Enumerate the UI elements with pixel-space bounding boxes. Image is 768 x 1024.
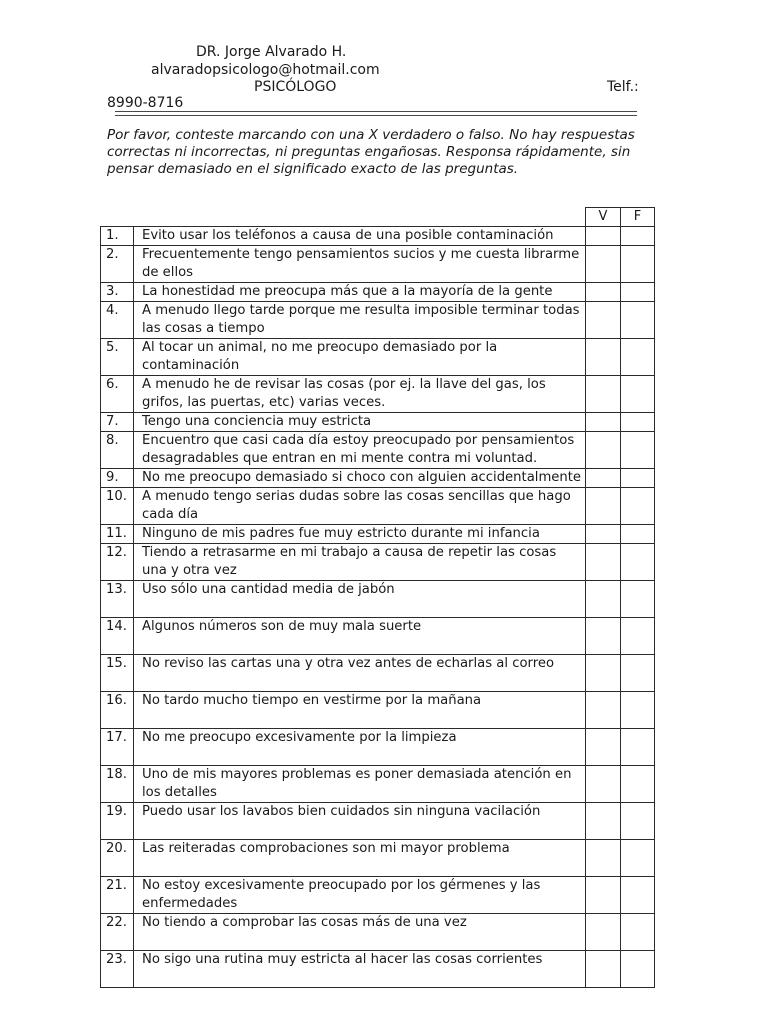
true-answer-cell[interactable] [586, 544, 621, 581]
table-header-row [101, 208, 655, 227]
item-text: Uno de mis mayores problemas es poner demasiada atención en los detalles [134, 766, 586, 803]
true-answer-cell[interactable] [586, 692, 621, 729]
table-row [101, 488, 655, 525]
item-number: 20. [101, 840, 134, 877]
true-answer-cell[interactable] [586, 339, 621, 376]
true-answer-cell[interactable] [586, 432, 621, 469]
table-row [101, 544, 655, 581]
item-text: No tiendo a comprobar las cosas más de una vez [134, 914, 586, 951]
item-number: 22. [101, 914, 134, 951]
table-row [101, 283, 655, 302]
true-answer-cell[interactable] [586, 525, 621, 544]
survey-table [100, 207, 655, 988]
item-number: 16. [101, 692, 134, 729]
table-row [101, 432, 655, 469]
table-row [101, 877, 655, 914]
item-number: 21. [101, 877, 134, 914]
item-number: 7. [101, 413, 134, 432]
doctor-email: alvaradopsicologo@hotmail.com [151, 62, 380, 78]
item-text: A menudo he de revisar las cosas (por ej. la llave del gas, los grifos, las puertas, etc) varias veces. [134, 376, 586, 413]
item-text: Puedo usar los lavabos bien cuidados sin ninguna vacilación [134, 803, 586, 840]
false-answer-cell[interactable] [621, 544, 655, 581]
false-answer-cell[interactable] [621, 283, 655, 302]
true-answer-cell[interactable] [586, 246, 621, 283]
item-text: No reviso las cartas una y otra vez antes de echarlas al correo [134, 655, 586, 692]
table-row [101, 766, 655, 803]
table-row [101, 469, 655, 488]
false-answer-cell[interactable] [621, 692, 655, 729]
table-row [101, 840, 655, 877]
table-row [101, 581, 655, 618]
table-row [101, 951, 655, 988]
item-number: 6. [101, 376, 134, 413]
true-answer-cell[interactable] [586, 469, 621, 488]
false-answer-cell[interactable] [621, 339, 655, 376]
item-number: 15. [101, 655, 134, 692]
item-number: 2. [101, 246, 134, 283]
true-answer-cell[interactable] [586, 914, 621, 951]
false-answer-cell[interactable] [621, 914, 655, 951]
true-answer-cell[interactable] [586, 488, 621, 525]
false-answer-cell[interactable] [621, 581, 655, 618]
table-row [101, 376, 655, 413]
table-row [101, 914, 655, 951]
true-answer-cell[interactable] [586, 877, 621, 914]
header-rule-bottom [115, 115, 637, 116]
false-column-header: F [621, 208, 655, 227]
true-answer-cell[interactable] [586, 283, 621, 302]
table-row [101, 246, 655, 283]
true-answer-cell[interactable] [586, 618, 621, 655]
item-text: No me preocupo demasiado si choco con alguien accidentalmente [134, 469, 586, 488]
item-text: Uso sólo una cantidad media de jabón [134, 581, 586, 618]
item-text: Tengo una conciencia muy estricta [134, 413, 586, 432]
item-number: 8. [101, 432, 134, 469]
table-row [101, 803, 655, 840]
item-text: Tiendo a retrasarme en mi trabajo a causa de repetir las cosas una y otra vez [134, 544, 586, 581]
true-answer-cell[interactable] [586, 581, 621, 618]
instructions-text: Por favor, conteste marcando con una X verdadero o falso. No hay respuestas correctas ni incorrectas, ni preguntas engañosas. Responsa rápidamente, sin pensar demasiado en el significado exacto de las preguntas. [107, 127, 635, 177]
item-text: No sigo una rutina muy estricta al hacer las cosas corrientes [134, 951, 586, 988]
doctor-profession: PSICÓLOGO [254, 79, 337, 95]
table-row [101, 302, 655, 339]
false-answer-cell[interactable] [621, 246, 655, 283]
false-answer-cell[interactable] [621, 376, 655, 413]
false-answer-cell[interactable] [621, 302, 655, 339]
true-answer-cell[interactable] [586, 655, 621, 692]
true-column-header: V [586, 208, 621, 227]
true-answer-cell[interactable] [586, 413, 621, 432]
table-row [101, 413, 655, 432]
true-answer-cell[interactable] [586, 803, 621, 840]
false-answer-cell[interactable] [621, 618, 655, 655]
item-number: 1. [101, 227, 134, 246]
true-answer-cell[interactable] [586, 227, 621, 246]
item-number: 18. [101, 766, 134, 803]
item-text: Encuentro que casi cada día estoy preocupado por pensamientos desagradables que entran en mi mente contra mi voluntad. [134, 432, 586, 469]
false-answer-cell[interactable] [621, 803, 655, 840]
item-number: 10. [101, 488, 134, 525]
item-text: No tardo mucho tiempo en vestirme por la mañana [134, 692, 586, 729]
false-answer-cell[interactable] [621, 951, 655, 988]
false-answer-cell[interactable] [621, 729, 655, 766]
false-answer-cell[interactable] [621, 766, 655, 803]
table-row [101, 339, 655, 376]
false-answer-cell[interactable] [621, 877, 655, 914]
table-row [101, 525, 655, 544]
table-row [101, 729, 655, 766]
item-text: Al tocar un animal, no me preocupo demasiado por la contaminación [134, 339, 586, 376]
item-text: Las reiteradas comprobaciones son mi mayor problema [134, 840, 586, 877]
false-answer-cell[interactable] [621, 840, 655, 877]
true-answer-cell[interactable] [586, 766, 621, 803]
table-row [101, 655, 655, 692]
item-text: Evito usar los teléfonos a causa de una posible contaminación [134, 227, 586, 246]
item-text: No me preocupo excesivamente por la limpieza [134, 729, 586, 766]
item-text: Ninguno de mis padres fue muy estricto durante mi infancia [134, 525, 586, 544]
telf-label: Telf.: [607, 79, 639, 95]
item-number: 11. [101, 525, 134, 544]
item-text: No estoy excesivamente preocupado por los gérmenes y las enfermedades [134, 877, 586, 914]
item-number: 19. [101, 803, 134, 840]
item-text: Frecuentemente tengo pensamientos sucios y me cuesta librarme de ellos [134, 246, 586, 283]
false-answer-cell[interactable] [621, 488, 655, 525]
true-answer-cell[interactable] [586, 951, 621, 988]
item-text: Algunos números son de muy mala suerte [134, 618, 586, 655]
item-number: 13. [101, 581, 134, 618]
item-text: A menudo tengo serias dudas sobre las cosas sencillas que hago cada día [134, 488, 586, 525]
item-number: 14. [101, 618, 134, 655]
false-answer-cell[interactable] [621, 525, 655, 544]
item-number: 17. [101, 729, 134, 766]
header-rule-top [115, 111, 637, 112]
false-answer-cell[interactable] [621, 469, 655, 488]
phone-number: 8990-8716 [107, 95, 184, 111]
true-answer-cell[interactable] [586, 840, 621, 877]
table-row [101, 227, 655, 246]
table-row [101, 692, 655, 729]
item-number: 12. [101, 544, 134, 581]
true-answer-cell[interactable] [586, 376, 621, 413]
table-row [101, 618, 655, 655]
item-number: 23. [101, 951, 134, 988]
true-answer-cell[interactable] [586, 302, 621, 339]
item-number: 3. [101, 283, 134, 302]
item-number: 5. [101, 339, 134, 376]
false-answer-cell[interactable] [621, 227, 655, 246]
false-answer-cell[interactable] [621, 655, 655, 692]
false-answer-cell[interactable] [621, 413, 655, 432]
false-answer-cell[interactable] [621, 432, 655, 469]
item-text: La honestidad me preocupa más que a la mayoría de la gente [134, 283, 586, 302]
item-text: A menudo llego tarde porque me resulta imposible terminar todas las cosas a tiempo [134, 302, 586, 339]
doctor-name: DR. Jorge Alvarado H. [196, 44, 347, 60]
item-number: 9. [101, 469, 134, 488]
header-spacer [101, 208, 586, 227]
true-answer-cell[interactable] [586, 729, 621, 766]
item-number: 4. [101, 302, 134, 339]
